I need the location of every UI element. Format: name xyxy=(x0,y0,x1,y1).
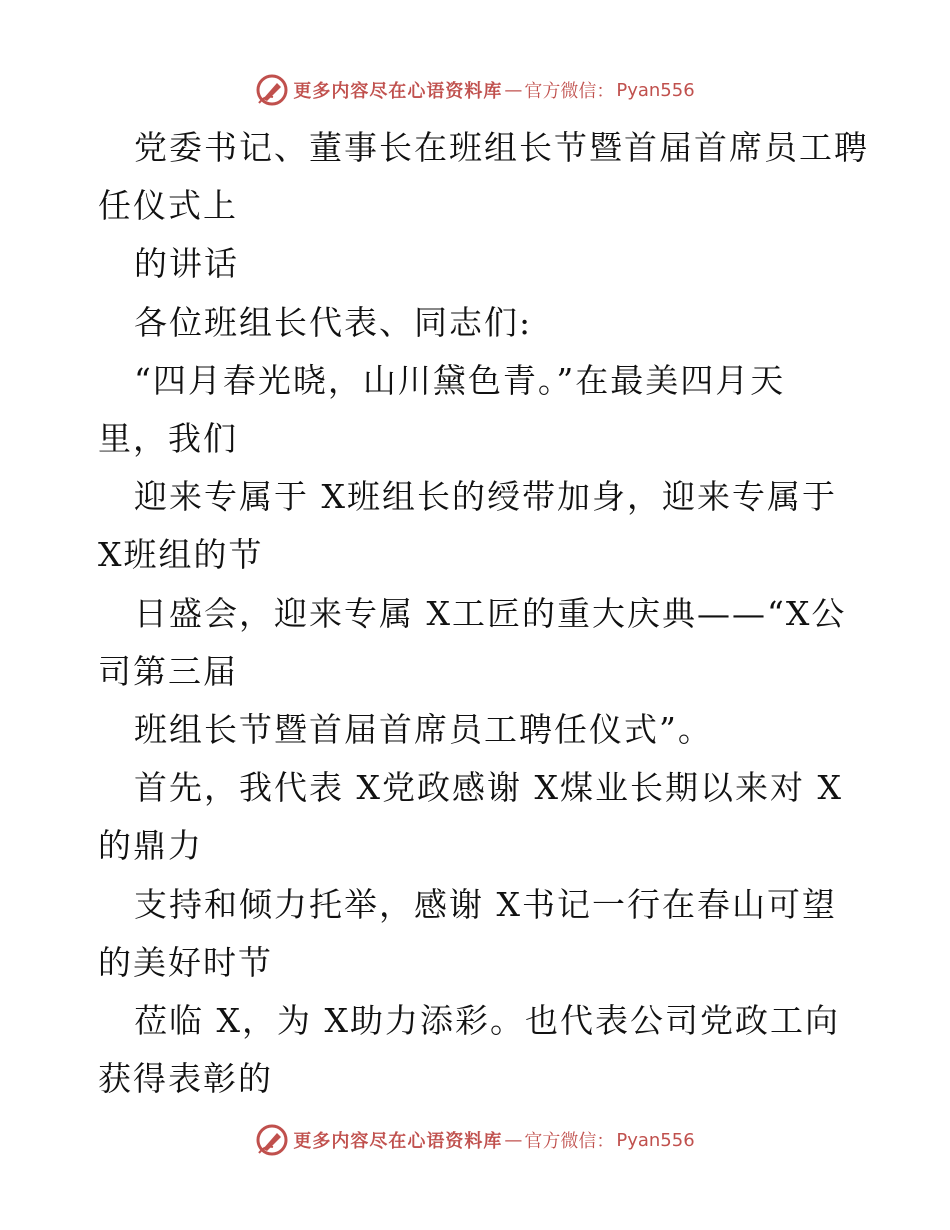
footer-watermark xyxy=(0,1120,950,1160)
text-line: 的鼎力 xyxy=(98,826,203,866)
text-line: 司第三届 xyxy=(98,651,238,691)
text-line: 的美好时节 xyxy=(98,942,273,982)
text-line: 莅临 X，为 X助力添彩。也代表公司党政工向 xyxy=(134,1001,840,1040)
text-line: 支持和倾力托举，感谢 X书记一行在春山可望 xyxy=(134,884,837,924)
watermark-contact-label: 官方微信： xyxy=(524,81,615,102)
header-watermark xyxy=(0,70,950,110)
watermark-separator: — xyxy=(504,79,523,101)
watermark-brand: 更多内容尽在心语资料库 xyxy=(293,81,503,102)
text-line: 迎来专属于 X班组长的绶带加身，迎来专属于 xyxy=(134,477,837,517)
text-line: X班组的节 xyxy=(98,535,264,575)
text-line: 班组长节暨首届首席员工聘任仪式”。 xyxy=(134,710,713,749)
text-line: 党委书记、董事长在班组长节暨首届首席员工聘 xyxy=(134,128,869,167)
text-line: 日盛会，迎来专属 X工匠的重大庆典——“X公 xyxy=(134,593,847,633)
watermark-contact-id: Pyan556 xyxy=(616,79,695,101)
text-line: 各位班组长代表、同志们: xyxy=(134,302,533,342)
text-line: 获得表彰的 xyxy=(98,1059,273,1099)
pen-logo-icon xyxy=(255,73,289,107)
watermark-brand: 更多内容尽在心语资料库 xyxy=(293,1131,503,1152)
text-line: “四月春光晓，山川黛色青。”在最美四月天 xyxy=(134,360,786,400)
text-line: 里，我们 xyxy=(98,419,238,458)
text-line: 的讲话 xyxy=(134,244,239,284)
watermark-separator: — xyxy=(504,1129,523,1151)
watermark-contact-label: 官方微信： xyxy=(524,1131,615,1152)
text-line: 首先，我代表 X党政感谢 X煤业长期以来对 X xyxy=(134,768,843,808)
text-line: 任仪式上 xyxy=(98,186,238,226)
pen-logo-icon xyxy=(255,1123,289,1157)
watermark-contact-id: Pyan556 xyxy=(616,1129,695,1151)
